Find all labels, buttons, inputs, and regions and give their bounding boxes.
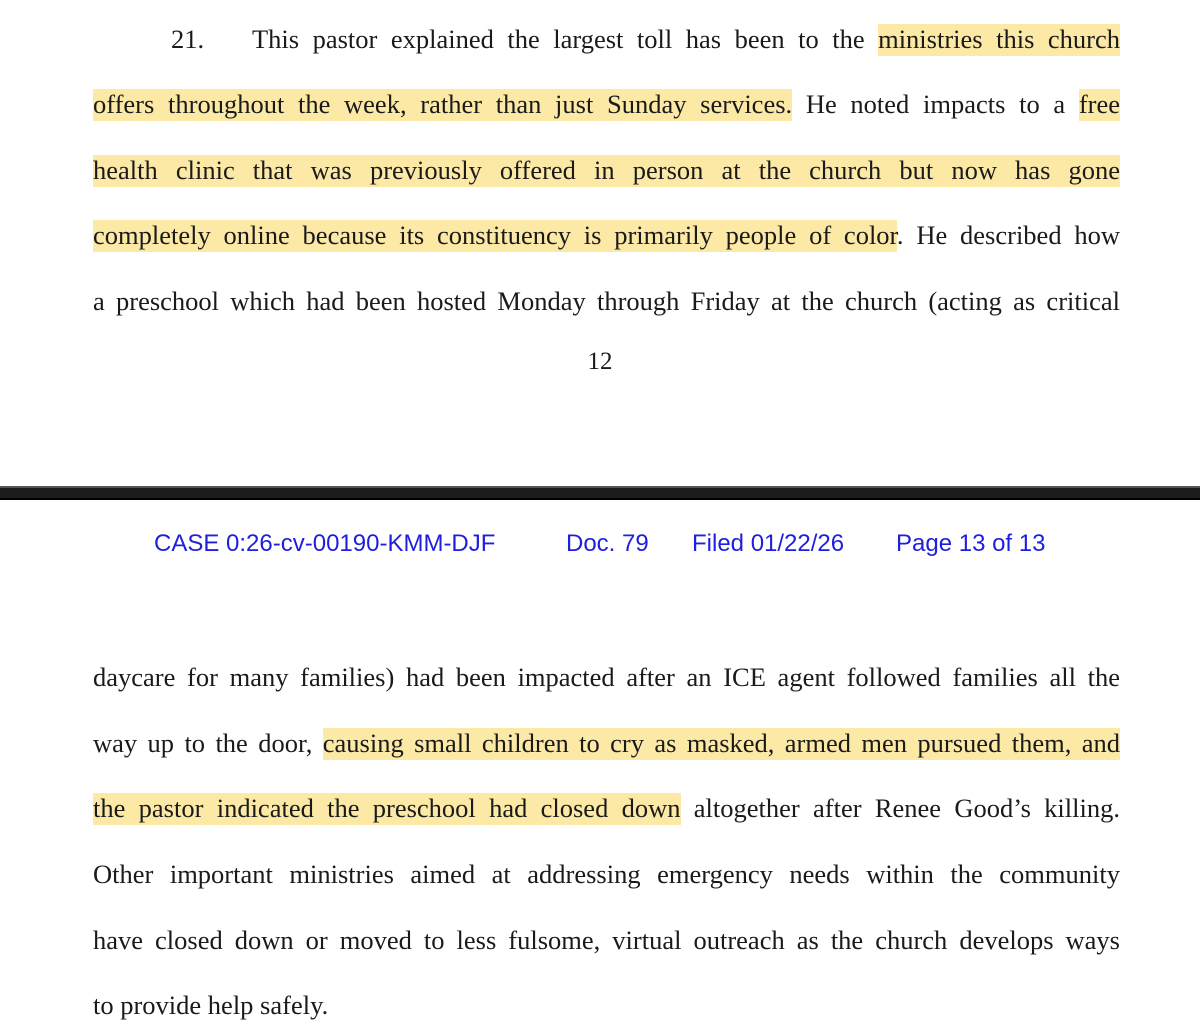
text-segment: to provide help safely.: [93, 990, 329, 1020]
body-text-line: [93, 282, 1120, 320]
text-segment: altogether after Renee Good’s killing.: [680, 793, 1120, 823]
body-text-line: [93, 658, 1120, 696]
document-page-13: [0, 500, 1200, 1024]
highlighted-text: health clinic that was previously offered in person at the church but now has gone: [93, 155, 1120, 185]
filed-date: Filed 01/22/26: [692, 530, 845, 557]
text-segment: way up to the door,: [93, 728, 323, 758]
document-number: Doc. 79: [566, 530, 649, 557]
body-text-line: [93, 724, 1120, 762]
highlighted-text: causing small children to cry as masked, armed men pursued them, and: [322, 728, 1120, 758]
highlighted-text: offers throughout the week, rather than just Sunday services.: [93, 89, 793, 119]
text-segment: . He described how: [896, 220, 1120, 250]
case-number: CASE 0:26-cv-00190-KMM-DJF: [154, 530, 496, 557]
body-text-line: [93, 216, 1120, 254]
body-text-line: [252, 20, 1120, 58]
body-text-line: [93, 789, 1120, 827]
highlighted-text: completely online because its constituency is primarily people of color: [93, 220, 897, 250]
page-count: Page 13 of 13: [896, 530, 1046, 557]
text-segment: This pastor explained the largest toll has been to the: [252, 24, 879, 54]
text-segment: daycare for many families) had been impacted after an ICE agent followed families all the: [93, 662, 1120, 692]
text-segment: Other important ministries aimed at addressing emergency needs within the community: [93, 859, 1120, 889]
case-header: [0, 528, 1200, 560]
highlighted-text: ministries this church: [878, 24, 1120, 54]
body-text-line: [93, 921, 1120, 959]
body-text-line: [93, 986, 1120, 1024]
highlighted-text: the pastor indicated the preschool had closed down: [93, 793, 681, 823]
body-text-line: [93, 151, 1120, 189]
body-text-line: [93, 855, 1120, 893]
text-segment: have closed down or moved to less fulsome, virtual outreach as the church develops ways: [93, 925, 1120, 955]
document-page-12: [0, 0, 1200, 486]
paragraph-number: 21.: [171, 24, 205, 54]
page-number: 12: [587, 348, 613, 375]
text-segment: a preschool which had been hosted Monday through Friday at the church (acting as critical: [93, 286, 1120, 316]
body-text-line: [93, 85, 1120, 123]
page-divider: [0, 486, 1200, 500]
highlighted-text: free: [1078, 89, 1121, 119]
text-segment: He noted impacts to a: [792, 89, 1079, 119]
